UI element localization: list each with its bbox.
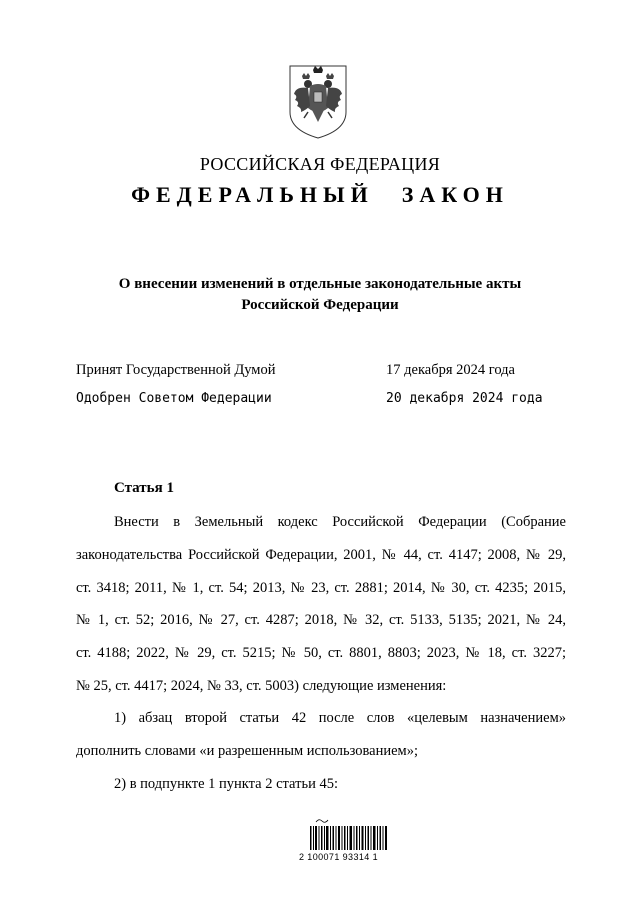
item-2-paragraph [76,768,566,801]
paragraph-line: дополнить словами «и разрешенным использованием»; [76,742,419,759]
approved-by-council-date: 20 декабря 2024 года [386,391,543,406]
paragraph-line: законодательства Российской Федерации, 2001, № 44, ст. 4147; 2008, № 29, [76,546,566,563]
item-1-paragraph [76,702,566,768]
coat-of-arms-emblem-icon [286,60,350,140]
barcode-number: 2 100071 93314 1 [299,852,378,862]
law-subject-line-2: Российской Федерации [241,297,399,313]
law-subject-line-1: О внесении изменений в отдельные законодательные акты [118,276,522,292]
article-heading: Статья 1 [114,480,174,496]
country-heading: РОССИЙСКАЯ ФЕДЕРАЦИЯ [199,154,441,174]
adopted-by-duma-label: Принят Государственной Думой [76,362,276,378]
document-type-heading [0,182,640,208]
paragraph-line: № 25, ст. 4417; 2024, № 33, ст. 5003) следующие изменения: [76,677,447,694]
paragraph-line: ст. 4188; 2022, № 29, ст. 5215; № 50, ст. 8801, 8803; 2023, № 18, ст. 3227; [76,645,566,662]
article-intro-paragraph [76,506,566,703]
paragraph-line: № 1, ст. 52; 2016, № 27, ст. 4287; 2018, № 32, ст. 5133, 5135; 2021, № 24, [76,612,566,629]
document-type-word-1: ФЕДЕРАЛЬНЫЙ [131,182,374,207]
paragraph-line: ст. 3418; 2011, № 1, ст. 54; 2013, № 23, ст. 2881; 2014, № 30, ст. 4235; 2015, [76,579,566,596]
adopted-by-duma-date: 17 декабря 2024 года [386,362,515,378]
paragraph-line: 2) в подпункте 1 пункта 2 статьи 45: [114,776,338,792]
paragraph-line: 1) абзац второй статьи 42 после слов «целевым назначением» [114,710,566,726]
approved-by-council-label: Одобрен Советом Федерации [76,391,272,406]
document-type-word-2: ЗАКОН [401,182,509,207]
barcode-icon [310,818,388,855]
law-subject-title [60,274,580,316]
paragraph-line: Внести в Земельный кодекс Российской Федерации (Собрание [114,514,566,530]
